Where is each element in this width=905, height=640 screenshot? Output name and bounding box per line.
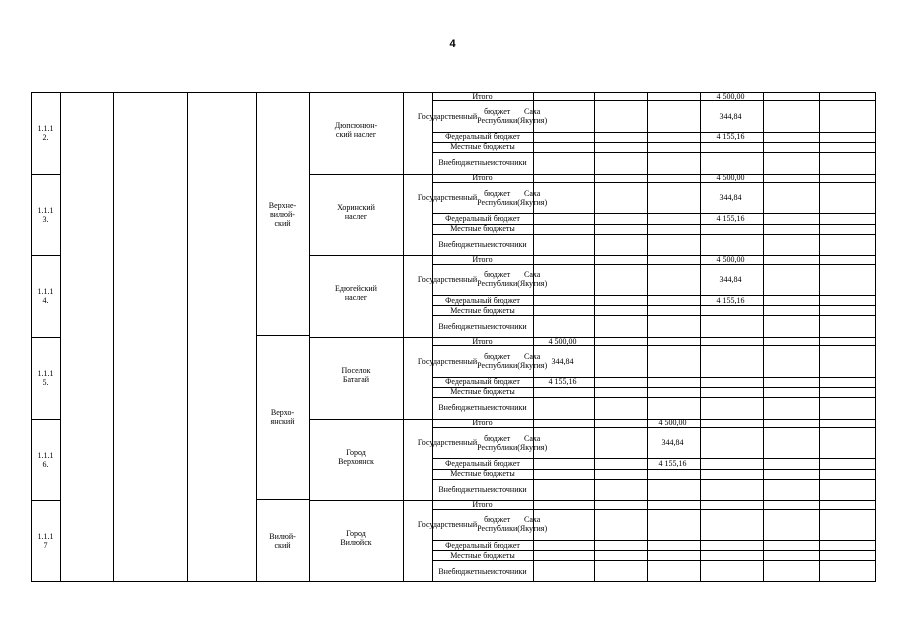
column-line [309,92,310,582]
district-separator [256,335,309,336]
source-label-extra: Внебюджетные источники [438,566,527,576]
row-number: 1.1.1 7 [37,532,54,551]
settlement-name: Дюпсюнюн- ский наслег [334,120,378,139]
source-label-extra: Внебюджетные источники [438,484,527,494]
source-label-extra: Внебюджетные источники [438,239,527,249]
source-label-total: Итого [472,255,493,265]
source-label-local: Местные бюджеты [450,387,515,397]
value-federal: 4 155,16 [716,295,745,305]
source-label-extra: Внебюджетные источники [438,403,527,413]
value-total: 4 500,00 [716,91,745,101]
source-label-local: Местные бюджеты [450,469,515,479]
value-republic: 344,84 [719,274,742,284]
column-line [403,92,404,582]
column-line [60,92,61,582]
source-label-federal: Федеральный бюджет [445,459,520,469]
value-total: 4 500,00 [548,336,577,346]
column-line [187,92,188,582]
source-label-extra: Внебюджетные источники [438,158,527,168]
district-name: Верхо- янский [270,408,295,427]
group-separator [31,337,60,338]
source-label-republic: Государственный бюджет Республики Саха (Якутия) [417,188,548,207]
source-label-federal: Федеральный бюджет [445,132,520,142]
group-separator [31,174,60,175]
value-republic: 344,84 [719,111,742,121]
source-label-total: Итого [472,336,493,346]
source-label-federal: Федеральный бюджет [445,214,520,224]
source-label-total: Итого [472,91,493,101]
source-label-total: Итого [472,418,493,428]
source-label-federal: Федеральный бюджет [445,295,520,305]
source-label-local: Местные бюджеты [450,142,515,152]
budget-table [31,92,876,582]
group-separator [31,500,60,501]
source-label-total: Итого [472,173,493,183]
settlement-name: Едюгейский наслег [335,284,377,303]
value-total: 4 500,00 [658,418,687,428]
source-label-republic: Государственный бюджет Республики Саха (Якутия) [417,433,548,452]
value-federal: 4 155,16 [716,214,745,224]
group-separator [31,419,60,420]
group-separator [309,337,432,338]
source-label-republic: Государственный бюджет Республики Саха (Якутия) [417,515,548,534]
value-republic: 344,84 [551,356,574,366]
settlement-name: Хоринский наслег [337,202,375,221]
column-line [113,92,114,582]
source-label-local: Местные бюджеты [450,305,515,315]
row-number: 1.1.1 2. [37,123,54,142]
group-separator [309,174,432,175]
source-label-republic: Государственный бюджет Республики Саха (Якутия) [417,107,548,126]
row-number: 1.1.1 5. [37,368,54,387]
value-republic: 344,84 [661,438,684,448]
group-separator [31,255,60,256]
row-number: 1.1.1 6. [37,450,54,469]
value-total: 4 500,00 [716,173,745,183]
source-label-extra: Внебюджетные источники [438,321,527,331]
source-label-local: Местные бюджеты [450,224,515,234]
settlement-name: Город Верхоянск [338,447,374,466]
value-federal: 4 155,16 [548,377,577,387]
page-number: 4 [449,38,456,50]
group-separator [309,500,432,501]
source-label-republic: Государственный бюджет Республики Саха (Якутия) [417,352,548,371]
column-line [256,92,257,582]
value-federal: 4 155,16 [658,459,687,469]
source-label-federal: Федеральный бюджет [445,540,520,550]
source-label-local: Местные бюджеты [450,550,515,560]
source-label-federal: Федеральный бюджет [445,377,520,387]
value-total: 4 500,00 [716,255,745,265]
source-label-republic: Государственный бюджет Республики Саха (Якутия) [417,270,548,289]
value-federal: 4 155,16 [716,132,745,142]
group-separator [309,255,432,256]
district-name: Верхне- вилюй- ский [268,201,297,228]
value-republic: 344,84 [719,193,742,203]
district-name: Вилюй- ский [269,532,296,551]
row-number: 1.1.1 3. [37,205,54,224]
district-separator [256,499,309,500]
settlement-name: Поселок Батагай [341,365,371,384]
group-separator [309,419,432,420]
source-label-total: Итого [472,500,493,510]
row-number: 1.1.1 4. [37,287,54,306]
settlement-name: Город Вилюйск [340,529,372,548]
